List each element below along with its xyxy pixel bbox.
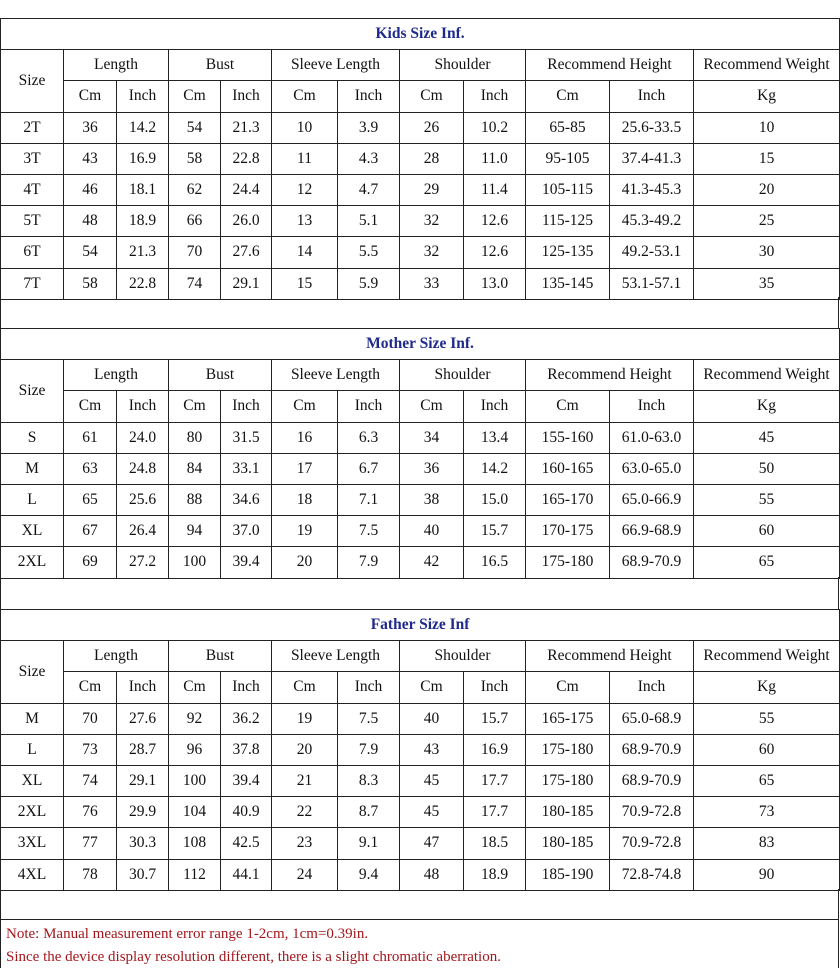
unit-header: Inch	[610, 391, 694, 422]
value-cell: 42.5	[221, 828, 272, 859]
value-cell: 115-125	[526, 206, 610, 237]
value-cell: 72.8-74.8	[610, 859, 694, 890]
unit-header: Kg	[694, 81, 840, 112]
unit-header-row	[1, 672, 840, 703]
value-cell: 29	[400, 174, 464, 205]
value-cell: 175-180	[526, 765, 610, 796]
value-cell: 37.8	[221, 734, 272, 765]
table-title: Father Size Inf	[1, 610, 840, 641]
value-cell: 16	[272, 422, 338, 453]
value-cell: 12	[272, 174, 338, 205]
value-cell: 65-85	[526, 112, 610, 143]
value-cell: 11.0	[464, 143, 526, 174]
size-cell: M	[1, 703, 64, 734]
value-cell: 50	[694, 453, 840, 484]
group-header-row	[1, 641, 840, 672]
value-cell: 11.4	[464, 174, 526, 205]
value-cell: 135-145	[526, 268, 610, 299]
value-cell: 30	[694, 237, 840, 268]
value-cell: 125-135	[526, 237, 610, 268]
table-row	[1, 453, 840, 484]
size-cell: 3XL	[1, 828, 64, 859]
value-cell: 20	[272, 734, 338, 765]
value-cell: 63	[64, 453, 117, 484]
value-cell: 24.8	[117, 453, 169, 484]
value-cell: 9.4	[338, 859, 400, 890]
value-cell: 18.9	[464, 859, 526, 890]
value-cell: 34	[400, 422, 464, 453]
value-cell: 155-160	[526, 422, 610, 453]
value-cell: 17	[272, 453, 338, 484]
value-cell: 22.8	[221, 143, 272, 174]
value-cell: 31.5	[221, 422, 272, 453]
column-header: Recommend Weight	[694, 641, 840, 672]
unit-header: Kg	[694, 391, 840, 422]
column-header: Recommend Height	[526, 641, 694, 672]
value-cell: 43	[64, 143, 117, 174]
value-cell: 45	[400, 797, 464, 828]
value-cell: 21.3	[117, 237, 169, 268]
value-cell: 7.1	[338, 484, 400, 515]
unit-header: Cm	[526, 81, 610, 112]
column-header: Bust	[169, 641, 272, 672]
value-cell: 32	[400, 206, 464, 237]
value-cell: 40	[400, 516, 464, 547]
value-cell: 69	[64, 547, 117, 578]
value-cell: 20	[272, 547, 338, 578]
unit-header: Inch	[117, 81, 169, 112]
value-cell: 27.6	[117, 703, 169, 734]
table-separator	[0, 297, 839, 328]
value-cell: 53.1-57.1	[610, 268, 694, 299]
value-cell: 13.0	[464, 268, 526, 299]
value-cell: 44.1	[221, 859, 272, 890]
value-cell: 12.6	[464, 206, 526, 237]
value-cell: 27.6	[221, 237, 272, 268]
column-header: Length	[64, 50, 169, 81]
value-cell: 18.1	[117, 174, 169, 205]
value-cell: 16.9	[464, 734, 526, 765]
size-cell: 6T	[1, 237, 64, 268]
value-cell: 170-175	[526, 516, 610, 547]
value-cell: 5.9	[338, 268, 400, 299]
value-cell: 73	[64, 734, 117, 765]
value-cell: 73	[694, 797, 840, 828]
value-cell: 83	[694, 828, 840, 859]
value-cell: 33.1	[221, 453, 272, 484]
value-cell: 27.2	[117, 547, 169, 578]
value-cell: 23	[272, 828, 338, 859]
unit-header: Cm	[400, 391, 464, 422]
value-cell: 34.6	[221, 484, 272, 515]
value-cell: 78	[64, 859, 117, 890]
value-cell: 4.3	[338, 143, 400, 174]
note-line-2: Since the device display resolution different, there is a slight chromatic aberration.	[6, 949, 501, 965]
size-cell: S	[1, 422, 64, 453]
unit-header: Kg	[694, 672, 840, 703]
value-cell: 180-185	[526, 828, 610, 859]
unit-header: Inch	[338, 672, 400, 703]
unit-header-row	[1, 391, 840, 422]
column-header: Shoulder	[400, 50, 526, 81]
size-cell: L	[1, 484, 64, 515]
unit-header: Inch	[117, 391, 169, 422]
unit-header: Cm	[169, 672, 221, 703]
column-header: Recommend Height	[526, 50, 694, 81]
column-header: Shoulder	[400, 641, 526, 672]
value-cell: 8.3	[338, 765, 400, 796]
unit-header: Cm	[526, 391, 610, 422]
unit-header: Cm	[169, 391, 221, 422]
size-cell: 4XL	[1, 859, 64, 890]
value-cell: 9.1	[338, 828, 400, 859]
table-title-row	[1, 19, 840, 50]
value-cell: 13.4	[464, 422, 526, 453]
value-cell: 38	[400, 484, 464, 515]
value-cell: 15	[694, 143, 840, 174]
value-cell: 15.0	[464, 484, 526, 515]
value-cell: 49.2-53.1	[610, 237, 694, 268]
value-cell: 48	[400, 859, 464, 890]
value-cell: 104	[169, 797, 221, 828]
value-cell: 175-180	[526, 734, 610, 765]
table-row	[1, 547, 840, 578]
value-cell: 94	[169, 516, 221, 547]
value-cell: 10.2	[464, 112, 526, 143]
value-cell: 63.0-65.0	[610, 453, 694, 484]
value-cell: 175-180	[526, 547, 610, 578]
value-cell: 39.4	[221, 547, 272, 578]
column-header: Sleeve Length	[272, 360, 400, 391]
table-row	[1, 112, 840, 143]
value-cell: 29.1	[221, 268, 272, 299]
size-cell: 4T	[1, 174, 64, 205]
value-cell: 6.3	[338, 422, 400, 453]
table-row	[1, 268, 840, 299]
unit-header: Inch	[221, 672, 272, 703]
value-cell: 66.9-68.9	[610, 516, 694, 547]
unit-header: Cm	[272, 672, 338, 703]
unit-header: Inch	[464, 391, 526, 422]
value-cell: 65	[64, 484, 117, 515]
value-cell: 6.7	[338, 453, 400, 484]
column-header: Size	[1, 641, 64, 703]
unit-header: Inch	[338, 81, 400, 112]
value-cell: 65	[694, 547, 840, 578]
value-cell: 67	[64, 516, 117, 547]
value-cell: 28.7	[117, 734, 169, 765]
size-cell: M	[1, 453, 64, 484]
value-cell: 10	[694, 112, 840, 143]
value-cell: 18.5	[464, 828, 526, 859]
value-cell: 160-165	[526, 453, 610, 484]
value-cell: 16.5	[464, 547, 526, 578]
column-header: Length	[64, 360, 169, 391]
table-title-row	[1, 610, 840, 641]
unit-header-row	[1, 81, 840, 112]
value-cell: 26	[400, 112, 464, 143]
unit-header: Inch	[117, 672, 169, 703]
value-cell: 25	[694, 206, 840, 237]
value-cell: 84	[169, 453, 221, 484]
value-cell: 21	[272, 765, 338, 796]
table-row	[1, 206, 840, 237]
unit-header: Inch	[464, 672, 526, 703]
size-table-0	[0, 18, 840, 300]
value-cell: 7.5	[338, 703, 400, 734]
value-cell: 68.9-70.9	[610, 765, 694, 796]
value-cell: 100	[169, 765, 221, 796]
value-cell: 33	[400, 268, 464, 299]
value-cell: 92	[169, 703, 221, 734]
value-cell: 77	[64, 828, 117, 859]
table-row	[1, 484, 840, 515]
unit-header: Cm	[272, 81, 338, 112]
value-cell: 26.0	[221, 206, 272, 237]
value-cell: 70	[169, 237, 221, 268]
table-row	[1, 703, 840, 734]
unit-header: Inch	[221, 391, 272, 422]
value-cell: 55	[694, 484, 840, 515]
value-cell: 17.7	[464, 797, 526, 828]
value-cell: 70.9-72.8	[610, 828, 694, 859]
column-header: Bust	[169, 360, 272, 391]
value-cell: 76	[64, 797, 117, 828]
size-cell: XL	[1, 765, 64, 796]
value-cell: 26.4	[117, 516, 169, 547]
column-header: Sleeve Length	[272, 641, 400, 672]
column-header: Sleeve Length	[272, 50, 400, 81]
table-row	[1, 422, 840, 453]
value-cell: 7.9	[338, 547, 400, 578]
table-title: Kids Size Inf.	[1, 19, 840, 50]
value-cell: 55	[694, 703, 840, 734]
value-cell: 61	[64, 422, 117, 453]
value-cell: 58	[64, 268, 117, 299]
table-row	[1, 797, 840, 828]
value-cell: 24.4	[221, 174, 272, 205]
unit-header: Cm	[272, 391, 338, 422]
value-cell: 18	[272, 484, 338, 515]
value-cell: 12.6	[464, 237, 526, 268]
note-box	[0, 919, 839, 968]
value-cell: 21.3	[221, 112, 272, 143]
value-cell: 43	[400, 734, 464, 765]
value-cell: 11	[272, 143, 338, 174]
column-header: Recommend Weight	[694, 360, 840, 391]
size-table-1	[0, 328, 840, 579]
value-cell: 18.9	[117, 206, 169, 237]
unit-header: Inch	[610, 81, 694, 112]
value-cell: 165-170	[526, 484, 610, 515]
value-cell: 68.9-70.9	[610, 734, 694, 765]
value-cell: 10	[272, 112, 338, 143]
value-cell: 20	[694, 174, 840, 205]
value-cell: 3.9	[338, 112, 400, 143]
size-cell: 5T	[1, 206, 64, 237]
value-cell: 15.7	[464, 516, 526, 547]
value-cell: 5.1	[338, 206, 400, 237]
value-cell: 37.0	[221, 516, 272, 547]
value-cell: 36	[400, 453, 464, 484]
value-cell: 15.7	[464, 703, 526, 734]
unit-header: Cm	[526, 672, 610, 703]
unit-header: Inch	[610, 672, 694, 703]
value-cell: 19	[272, 703, 338, 734]
table-row	[1, 859, 840, 890]
value-cell: 25.6-33.5	[610, 112, 694, 143]
value-cell: 105-115	[526, 174, 610, 205]
value-cell: 46	[64, 174, 117, 205]
value-cell: 40.9	[221, 797, 272, 828]
group-header-row	[1, 50, 840, 81]
table-title: Mother Size Inf.	[1, 329, 840, 360]
table-row	[1, 237, 840, 268]
size-table-2	[0, 609, 840, 891]
value-cell: 45	[400, 765, 464, 796]
note-line-1: Note: Manual measurement error range 1-2cm, 1cm=0.39in.	[6, 926, 369, 942]
value-cell: 47	[400, 828, 464, 859]
value-cell: 61.0-63.0	[610, 422, 694, 453]
value-cell: 39.4	[221, 765, 272, 796]
value-cell: 32	[400, 237, 464, 268]
value-cell: 42	[400, 547, 464, 578]
column-header: Size	[1, 360, 64, 422]
value-cell: 14.2	[464, 453, 526, 484]
table-row	[1, 828, 840, 859]
table-row	[1, 765, 840, 796]
value-cell: 54	[169, 112, 221, 143]
value-cell: 14.2	[117, 112, 169, 143]
size-cell: 7T	[1, 268, 64, 299]
value-cell: 40	[400, 703, 464, 734]
value-cell: 14	[272, 237, 338, 268]
value-cell: 180-185	[526, 797, 610, 828]
value-cell: 108	[169, 828, 221, 859]
value-cell: 41.3-45.3	[610, 174, 694, 205]
value-cell: 66	[169, 206, 221, 237]
value-cell: 54	[64, 237, 117, 268]
value-cell: 165-175	[526, 703, 610, 734]
value-cell: 68.9-70.9	[610, 547, 694, 578]
value-cell: 22	[272, 797, 338, 828]
column-header: Recommend Weight	[694, 50, 840, 81]
size-cell: 2XL	[1, 547, 64, 578]
value-cell: 16.9	[117, 143, 169, 174]
value-cell: 70	[64, 703, 117, 734]
table-row	[1, 143, 840, 174]
size-cell: 2T	[1, 112, 64, 143]
size-cell: L	[1, 734, 64, 765]
value-cell: 5.5	[338, 237, 400, 268]
value-cell: 25.6	[117, 484, 169, 515]
value-cell: 58	[169, 143, 221, 174]
value-cell: 48	[64, 206, 117, 237]
top-border	[0, 18, 839, 19]
value-cell: 96	[169, 734, 221, 765]
unit-header: Cm	[64, 672, 117, 703]
unit-header: Cm	[400, 81, 464, 112]
table-separator	[0, 577, 839, 609]
value-cell: 60	[694, 516, 840, 547]
value-cell: 74	[169, 268, 221, 299]
table-separator	[0, 889, 839, 919]
value-cell: 13	[272, 206, 338, 237]
value-cell: 30.3	[117, 828, 169, 859]
unit-header: Inch	[464, 81, 526, 112]
value-cell: 36.2	[221, 703, 272, 734]
value-cell: 45	[694, 422, 840, 453]
value-cell: 112	[169, 859, 221, 890]
column-header: Recommend Height	[526, 360, 694, 391]
unit-header: Inch	[338, 391, 400, 422]
value-cell: 24.0	[117, 422, 169, 453]
unit-header: Inch	[221, 81, 272, 112]
value-cell: 15	[272, 268, 338, 299]
value-cell: 7.5	[338, 516, 400, 547]
value-cell: 37.4-41.3	[610, 143, 694, 174]
unit-header: Cm	[64, 81, 117, 112]
value-cell: 29.1	[117, 765, 169, 796]
value-cell: 30.7	[117, 859, 169, 890]
table-row	[1, 734, 840, 765]
value-cell: 4.7	[338, 174, 400, 205]
group-header-row	[1, 360, 840, 391]
column-header: Bust	[169, 50, 272, 81]
value-cell: 65	[694, 765, 840, 796]
value-cell: 45.3-49.2	[610, 206, 694, 237]
value-cell: 60	[694, 734, 840, 765]
value-cell: 17.7	[464, 765, 526, 796]
value-cell: 88	[169, 484, 221, 515]
column-header: Size	[1, 50, 64, 112]
value-cell: 100	[169, 547, 221, 578]
value-cell: 62	[169, 174, 221, 205]
value-cell: 70.9-72.8	[610, 797, 694, 828]
value-cell: 19	[272, 516, 338, 547]
value-cell: 24	[272, 859, 338, 890]
size-cell: 3T	[1, 143, 64, 174]
value-cell: 74	[64, 765, 117, 796]
value-cell: 95-105	[526, 143, 610, 174]
value-cell: 90	[694, 859, 840, 890]
value-cell: 22.8	[117, 268, 169, 299]
size-cell: 2XL	[1, 797, 64, 828]
value-cell: 29.9	[117, 797, 169, 828]
column-header: Length	[64, 641, 169, 672]
value-cell: 7.9	[338, 734, 400, 765]
value-cell: 36	[64, 112, 117, 143]
table-row	[1, 174, 840, 205]
table-title-row	[1, 329, 840, 360]
unit-header: Cm	[400, 672, 464, 703]
unit-header: Cm	[169, 81, 221, 112]
column-header: Shoulder	[400, 360, 526, 391]
table-row	[1, 516, 840, 547]
value-cell: 65.0-68.9	[610, 703, 694, 734]
value-cell: 8.7	[338, 797, 400, 828]
value-cell: 185-190	[526, 859, 610, 890]
value-cell: 80	[169, 422, 221, 453]
value-cell: 35	[694, 268, 840, 299]
value-cell: 65.0-66.9	[610, 484, 694, 515]
unit-header: Cm	[64, 391, 117, 422]
size-cell: XL	[1, 516, 64, 547]
value-cell: 28	[400, 143, 464, 174]
